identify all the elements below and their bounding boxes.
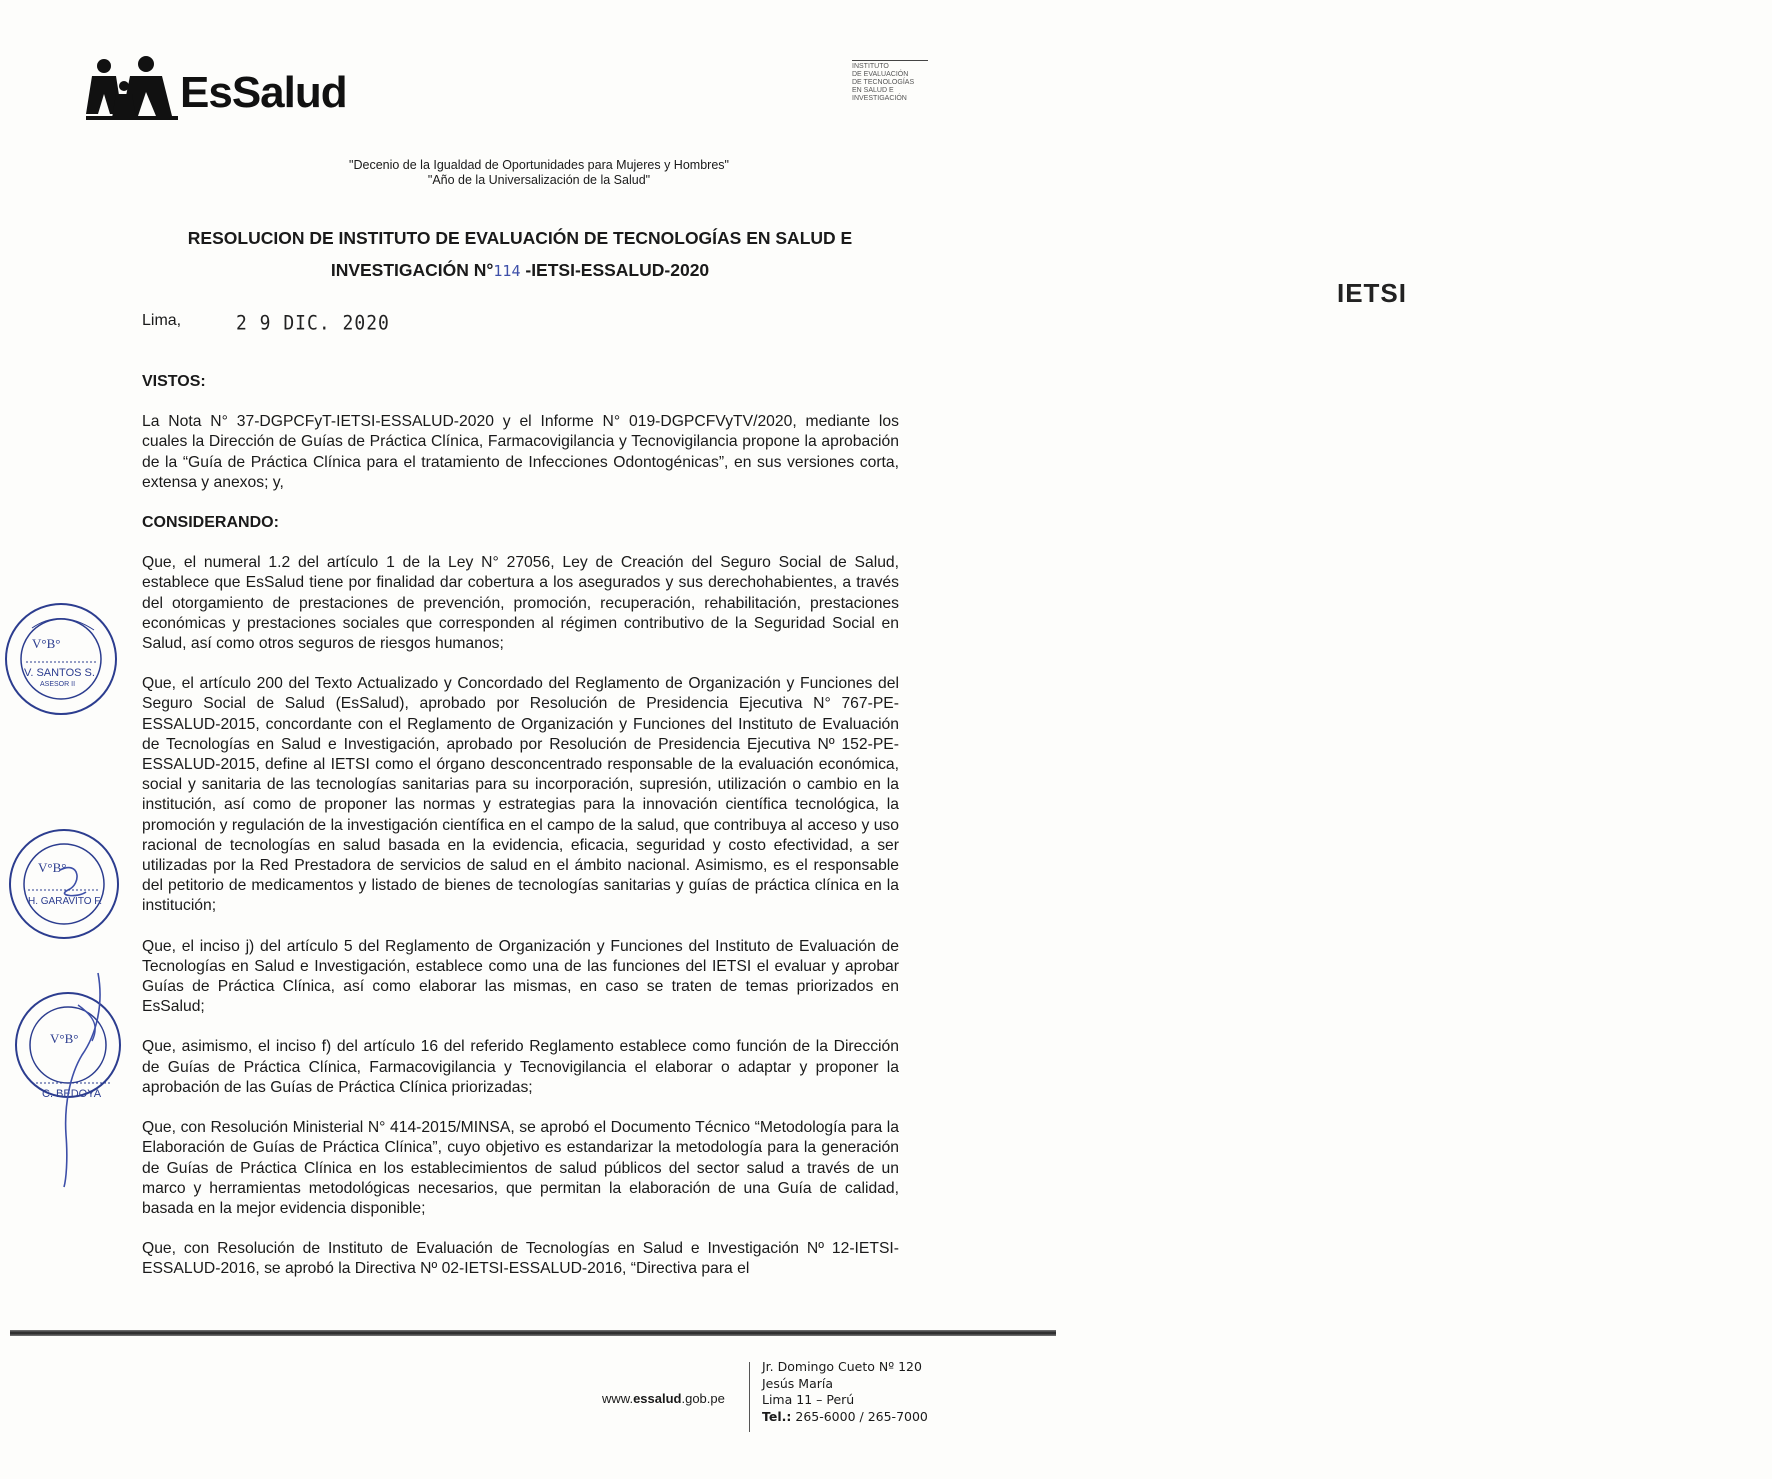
essalud-wordmark: EsSalud <box>180 68 347 117</box>
address-line: Jr. Domingo Cueto Nº 120 <box>762 1359 922 1374</box>
document-body <box>142 372 899 1300</box>
title-line-1: RESOLUCION DE INSTITUTO DE EVALUACIÓN DE TECNOLOGÍAS EN SALUD E <box>187 228 853 248</box>
vistos-paragraph: La Nota N° 37-DGPCFyT-IETSI-ESSALUD-2020 y el Informe N° 019-DGPCFVyTV/2020, mediante los cuales la Dirección de Guías de Práctica Clínica, Farmacovigilancia y Tecnovigilancia propone la aprobación de la “Guía de Práctica Clínica para el tratamiento de Infecciones Odontogénicas”, en sus versiones corta, extensa y anexos; y, <box>142 413 899 491</box>
footer-address <box>762 1359 928 1425</box>
approval-stamp-garavito <box>6 826 122 942</box>
considerando-paragraph: Que, con Resolución Ministerial N° 414-2015/MINSA, se aprobó el Documento Técnico “Metodología para la Elaboración de Guías de Práctica Clínica”, cuyo objetivo es estandarizar la metodología para la generación de Guías de Práctica Clínica en los establecimientos de salud públicos del sector salud a través de un marco y herramientas metodológicas necesarios, que permitan la elaboración de una Guía de calidad, basada en la mejor evidencia disponible; <box>142 1119 899 1217</box>
approval-stamp-santos <box>2 600 120 718</box>
ietsi-logo-title: IETSI <box>1336 278 1407 308</box>
ietsi-logo <box>852 58 1407 308</box>
svg-text:H. GARAVITO F.: H. GARAVITO F. <box>28 896 103 907</box>
svg-text:V°B°: V°B° <box>38 860 67 875</box>
ietsi-logo-line: EN SALUD E <box>852 87 894 94</box>
motto-line-2: "Año de la Universalización de la Salud" <box>427 173 651 187</box>
motto-line-1: "Decenio de la Igualdad de Oportunidades para Mujeres y Hombres" <box>349 158 729 172</box>
footer-website <box>602 1391 725 1406</box>
title-prefix: INVESTIGACIÓN N° <box>330 260 494 280</box>
title-suffix: -IETSI-ESSALUD-2020 <box>520 260 710 280</box>
ietsi-logo-rule <box>852 60 928 61</box>
ietsi-logo-line: INSTITUTO <box>852 63 889 70</box>
date-place: Lima, <box>142 312 182 329</box>
title-line-2 <box>120 254 920 287</box>
vistos-heading: VISTOS: <box>142 373 206 390</box>
date-stamp: 2 9 DIC. 2020 <box>236 311 390 336</box>
phone-value: 265-6000 / 265-7000 <box>791 1408 928 1424</box>
mottos <box>0 158 1058 188</box>
svg-text:V°B°: V°B° <box>32 636 61 651</box>
essalud-logo <box>86 56 366 126</box>
site-prefix: www. <box>602 1391 634 1406</box>
considerando-paragraph: Que, el artículo 200 del Texto Actualizado y Concordado del Reglamento de Organización y Funciones del Seguro Social de Salud (EsSalud), aprobado por Resolución de Presidencia Ejecutiva N° 767-PE-ESSALUD-2015, concordante con el Reglamento de Organización y Funciones del Instituto de Evaluación de Tecnologías en Salud e Investigación, aprobado por Resolución de Presidencia Ejecutiva Nº 152-PE-ESSALUD-2015, define al IETSI como el órgano desconcentrado responsable de la evaluación económica, social y sanitaria de las tecnologías sanitarias para su incorporación, supresión, utilización o cambio en la institución, así como de proponer las normas y estrategias para la innovación científica tecnológica, la promoción y regulación de la investigación científica en el campo de la salud, que contribuya al acceso y uso racional de tecnologías en salud basada en la evidencia, eficacia, seguridad y costo efectividad, a ser utilizadas por la Red Prestadora de servicios de salud en el ámbito nacional. Asimismo, es el responsable del petitorio de medicamentos y listado de bienes de tecnologías sanitarias y guías de práctica clínica en la institución; <box>142 675 899 915</box>
resolution-title <box>120 222 920 287</box>
phone-label: Tel.: <box>762 1408 792 1424</box>
considerando-paragraph: Que, el inciso j) del artículo 5 del Reglamento de Organización y Funciones del Instituto de Evaluación de Tecnologías en Salud e Investigación, establece como una de las funciones del IETSI el evaluar y aprobar Guías de Práctica Clínica, así como elaborar las mismas, en caso se traten de temas priorizados en EsSalud; <box>142 937 899 1016</box>
handwritten-number: 114 <box>493 262 521 280</box>
site-suffix: .gob.pe <box>681 1391 725 1406</box>
svg-text:V. SANTOS S.: V. SANTOS S. <box>24 667 95 679</box>
svg-text:V°B°: V°B° <box>50 1031 79 1046</box>
svg-text:ASESOR II: ASESOR II <box>40 681 76 688</box>
approval-stamp-bedoya <box>8 965 128 1190</box>
considerando-heading: CONSIDERANDO: <box>142 514 279 532</box>
considerando-paragraph: Que, el numeral 1.2 del artículo 1 de la Ley N° 27056, Ley de Creación del Seguro Social de Salud, establece que EsSalud tiene por finalidad dar cobertura a los asegurados y sus derechohabientes, a través del otorgamiento de prestaciones de prevención, promoción, recuperación, rehabilitación, prestaciones económicas y prestaciones sociales que corresponden al régimen contributivo de la Seguridad Social en Salud, así como otros seguros de riesgos humanos; <box>142 554 899 653</box>
considerando-paragraph: Que, con Resolución de Instituto de Evaluación de Tecnologías en Salud e Investigación Nº 12-IETSI-ESSALUD-2016, se aprobó la Directiva Nº 02-IETSI-ESSALUD-2016, “Directiva para el <box>142 1240 899 1278</box>
phone-line <box>762 1409 928 1426</box>
address-line: Jesús María <box>762 1375 834 1391</box>
ietsi-logo-line: INVESTIGACIÓN <box>852 95 907 102</box>
footer-divider-bar <box>10 1330 1056 1336</box>
address-line: Lima 11 – Perú <box>762 1392 855 1407</box>
site-bold: essalud <box>633 1391 682 1406</box>
footer-vertical-rule <box>749 1362 750 1432</box>
svg-text:C. BEDOYA: C. BEDOYA <box>42 1088 102 1100</box>
family-figures-icon <box>86 56 178 122</box>
considerando-paragraph: Que, asimismo, el inciso f) del artículo 16 del referido Reglamento establece como función de la Dirección de Guías de Práctica Clínica, Farmacovigilancia y Tecnovigilancia el elaborar o adaptar y proponer la aprobación de las Guías de Práctica Clínica priorizadas; <box>142 1038 899 1096</box>
ietsi-logo-line: DE EVALUACIÓN <box>852 71 909 78</box>
ietsi-logo-line: DE TECNOLOGÍAS <box>852 79 915 86</box>
